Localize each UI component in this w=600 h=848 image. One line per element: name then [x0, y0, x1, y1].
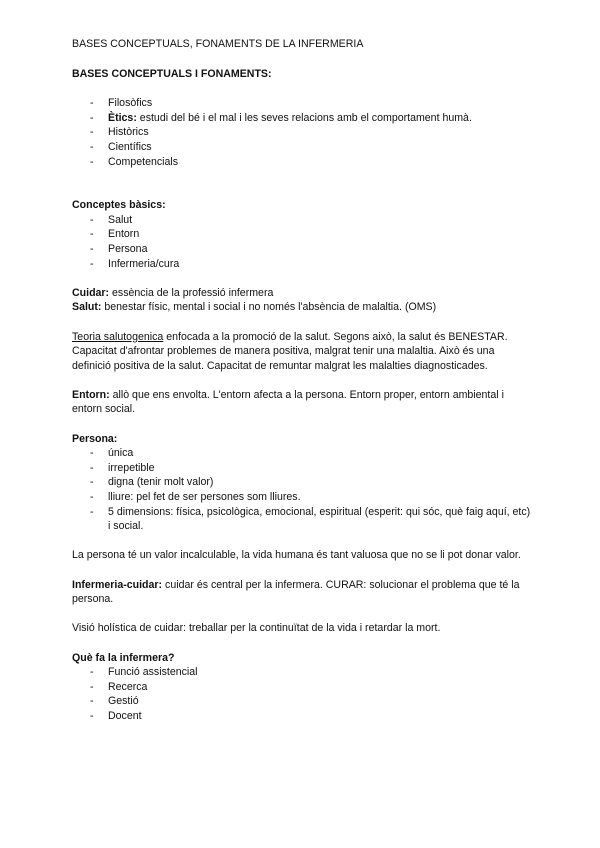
item-desc: estudi del bé i el mal i les seves relacions amb el comportament humà.	[136, 111, 472, 124]
teoria-text: enfocada a la promoció de la salut. Segons això, la salut és BENESTAR. Capacitat d'afrontar problemes de manera positiva, malgrat tenir una malaltia. Això és una definició positiva de la salut. Capacitat de remuntar malgrat les malalties diagnosticades.	[72, 330, 508, 372]
infermeria-cuidar-text: cuidar és central per la infermera. CURAR: solucionar el problema que té la persona.	[72, 578, 520, 606]
item-label: Històrics	[108, 126, 149, 139]
que-fa-list	[72, 665, 534, 723]
list-item: - lliure: pel fet de ser persones som lliures.	[72, 490, 534, 505]
persona-title: Persona:	[72, 432, 118, 445]
list-item: - Gestió	[72, 694, 534, 709]
conceptes-list	[72, 213, 534, 271]
list-item: - única	[72, 446, 534, 461]
teoria-paragraph	[72, 330, 534, 374]
page-header: BASES CONCEPTUALS, FONAMENTS DE LA INFERMERIA	[72, 38, 364, 50]
list-item: - Persona	[72, 242, 534, 257]
item-label: Científics	[108, 140, 152, 153]
list-item	[72, 155, 534, 170]
fonaments-list	[72, 96, 534, 169]
list-item: - digna (tenir molt valor)	[72, 475, 534, 490]
persona-value-paragraph: La persona té un valor incalculable, la vida humana és tant valuosa que no se li pot donar valor.	[72, 549, 521, 562]
salut-definition	[72, 300, 534, 315]
list-item	[72, 140, 534, 155]
list-item: - 5 dimensions: física, psicològica, emocional, espiritual (esperit: qui sóc, què faig aquí, etc) i social.	[72, 505, 534, 534]
list-item: - Recerca	[72, 680, 534, 695]
list-item: - Infermeria/cura	[72, 257, 534, 272]
main-title: BASES CONCEPTUALS I FONAMENTS:	[72, 67, 272, 80]
item-label: Filosòfics	[108, 97, 153, 110]
infermeria-cuidar-paragraph	[72, 578, 534, 607]
conceptes-title: Conceptes bàsics:	[72, 199, 166, 212]
que-fa-title: Què fa la infermera?	[72, 651, 175, 664]
list-item: - Entorn	[72, 227, 534, 242]
list-item	[72, 96, 534, 111]
list-item	[72, 125, 534, 140]
list-item: - Funció assistencial	[72, 665, 534, 680]
persona-list	[72, 446, 534, 534]
salut-label: Salut:	[72, 301, 102, 314]
infermeria-cuidar-label: Infermeria-cuidar:	[72, 578, 163, 591]
list-item: - Salut	[72, 213, 534, 228]
entorn-text: allò que ens envolta. L'entorn afecta a la persona. Entorn proper, entorn ambiental i entorn social.	[72, 388, 504, 416]
entorn-label: Entorn:	[72, 388, 110, 401]
list-item: - irrepetible	[72, 461, 534, 476]
teoria-label: Teoria salutogenica	[72, 330, 164, 343]
document-page	[72, 37, 534, 724]
item-label: Competencials	[108, 155, 179, 168]
list-item: - Docent	[72, 709, 534, 724]
salut-text: benestar físic, mental i social i no només l'absència de malaltia. (OMS)	[101, 301, 437, 314]
list-item	[72, 111, 534, 126]
visio-paragraph: Visió holística de cuidar: treballar per la continuïtat de la vida i retardar la mort.	[72, 622, 441, 635]
entorn-paragraph	[72, 388, 534, 417]
item-label: Ètics:	[108, 111, 137, 124]
cuidar-label: Cuidar:	[72, 286, 110, 299]
cuidar-definition	[72, 286, 534, 301]
cuidar-text: essència de la professió infermera	[109, 286, 274, 299]
